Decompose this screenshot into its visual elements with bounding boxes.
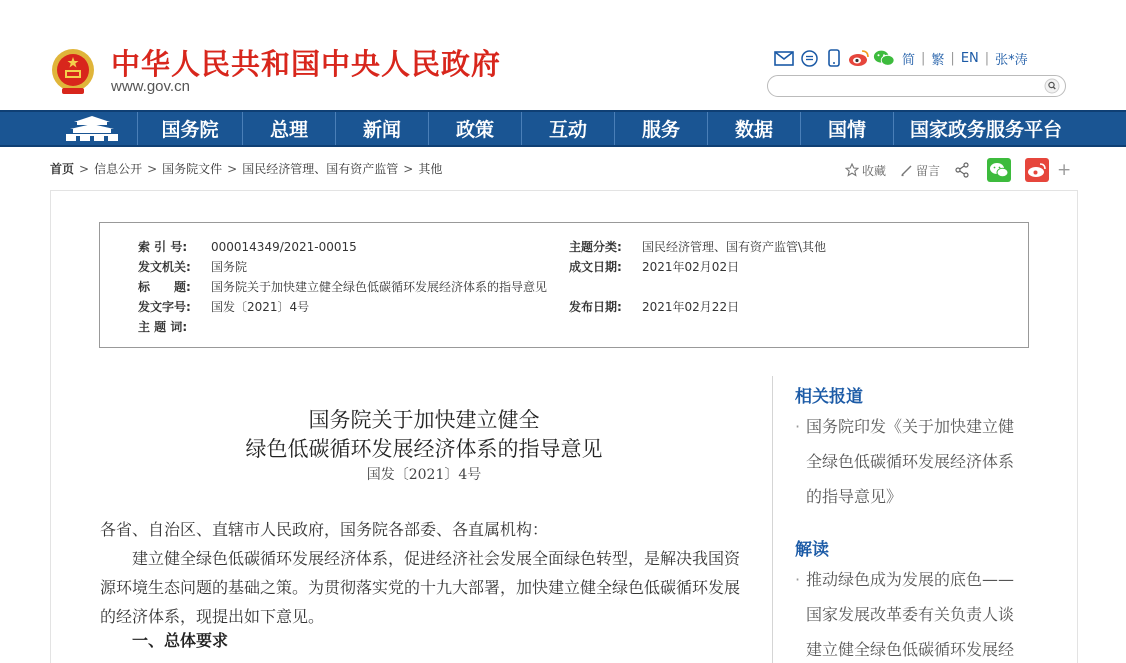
breadcrumb-info-disclosure[interactable]: 信息公开 bbox=[94, 162, 143, 176]
favorite-label: 收藏 bbox=[862, 163, 887, 178]
info-index-label: 索 引 号: bbox=[138, 240, 188, 254]
site-title[interactable]: 中华人民共和国中央人民政府 bbox=[111, 47, 502, 81]
more-share-icon[interactable]: + bbox=[1057, 160, 1072, 180]
info-published-label: 发布日期: bbox=[569, 300, 622, 314]
breadcrumb-home[interactable]: 首页 bbox=[50, 162, 75, 176]
share-weibo-button[interactable] bbox=[1025, 158, 1049, 182]
article-doc-number: 国发〔2021〕4号 bbox=[366, 467, 482, 483]
article-section-heading: 一、总体要求 bbox=[132, 631, 229, 650]
lang-elder-mode[interactable]: 张*涛 bbox=[995, 52, 1028, 68]
nav-item-premier[interactable]: 总理 bbox=[242, 112, 335, 145]
nav-item-service-platform[interactable]: 国家政务服务平台 bbox=[893, 112, 1078, 145]
related-report-text: 国务院印发《关于加快建立健全绿色低碳循环发展经济体系的指导意见》 bbox=[806, 417, 1015, 506]
nav-items bbox=[137, 112, 1078, 145]
site-url[interactable]: www.gov.cn bbox=[111, 78, 190, 95]
nav-item-state-council[interactable]: 国务院 bbox=[137, 112, 242, 145]
comment-label: 留言 bbox=[916, 163, 941, 178]
lang-simplified[interactable]: 简 bbox=[902, 52, 916, 68]
search-input[interactable] bbox=[778, 77, 1043, 97]
breadcrumb-other[interactable]: 其他 bbox=[418, 162, 443, 176]
lang-traditional[interactable]: 繁 bbox=[931, 52, 945, 68]
share-wechat-button[interactable] bbox=[987, 158, 1011, 182]
info-created-value: 2021年02月02日 bbox=[642, 260, 740, 274]
tiananmen-icon bbox=[60, 115, 124, 143]
info-docno-value: 国发〔2021〕4号 bbox=[211, 300, 310, 314]
info-category-label: 主题分类: bbox=[569, 240, 622, 254]
weibo-icon[interactable] bbox=[848, 47, 870, 69]
page-actions bbox=[845, 156, 1071, 184]
article-salutation: 各省、自治区、直辖市人民政府，国务院各部委、各直属机构： bbox=[100, 520, 549, 539]
search-icon[interactable] bbox=[1044, 78, 1060, 94]
info-index-value: 000014349/2021-00015 bbox=[211, 240, 357, 254]
info-keywords-label: 主 题 词: bbox=[138, 320, 188, 334]
nav-home-button[interactable] bbox=[48, 112, 136, 145]
comment-button[interactable] bbox=[900, 162, 940, 179]
related-report-link[interactable] bbox=[795, 409, 1025, 514]
info-index-row bbox=[138, 238, 357, 255]
star-icon bbox=[845, 163, 859, 177]
info-docno-row bbox=[138, 298, 309, 315]
interpretation-heading: 解读 bbox=[795, 540, 829, 560]
interpretation-link[interactable] bbox=[795, 562, 1025, 663]
related-reports-heading: 相关报道 bbox=[795, 387, 863, 407]
chevron-right-icon: > bbox=[147, 161, 158, 176]
article-body-paragraph: 建立健全绿色低碳循环发展经济体系，促进经济社会发展全面绿色转型，是解决我国资源环境生态问题的基础之策。为贯彻落实党的十九大部署，加快建立健全绿色低碳循环发展的经济体系，现提出如下意见。 bbox=[100, 549, 741, 626]
info-docno-label: 发文字号: bbox=[138, 300, 191, 314]
lang-separator: | bbox=[921, 50, 926, 66]
nav-item-interaction[interactable]: 互动 bbox=[521, 112, 614, 145]
wechat-icon[interactable] bbox=[873, 47, 895, 69]
wechat-icon bbox=[989, 162, 1009, 178]
mail-icon[interactable] bbox=[773, 47, 795, 69]
interpretation-text: 推动绿色成为发展的底色——国家发展改革委有关负责人谈建立健全绿色低碳循环发展经 bbox=[806, 570, 1015, 659]
site-header bbox=[0, 0, 1126, 110]
info-created-label: 成文日期: bbox=[569, 260, 622, 274]
pencil-icon bbox=[900, 164, 913, 177]
chevron-right-icon: > bbox=[403, 161, 414, 176]
lang-english[interactable]: EN bbox=[960, 50, 979, 66]
favorite-button[interactable] bbox=[845, 162, 886, 179]
info-keywords-row bbox=[138, 318, 211, 335]
sidebar-divider bbox=[772, 376, 773, 663]
info-issuer-value: 国务院 bbox=[211, 260, 248, 274]
nav-item-policy[interactable]: 政策 bbox=[428, 112, 521, 145]
info-created-row bbox=[569, 258, 739, 275]
lang-separator: | bbox=[984, 50, 990, 66]
chevron-right-icon: > bbox=[227, 161, 238, 176]
info-title-row bbox=[138, 278, 547, 295]
nav-item-service[interactable]: 服务 bbox=[614, 112, 707, 145]
share-button[interactable] bbox=[954, 162, 973, 178]
info-issuer-row bbox=[138, 258, 247, 275]
message-icon[interactable] bbox=[798, 47, 820, 69]
nav-item-data[interactable]: 数据 bbox=[707, 112, 800, 145]
info-issuer-label: 发文机关: bbox=[138, 260, 191, 274]
bullet-icon: · bbox=[795, 417, 801, 436]
article-title-line2: 绿色低碳循环发展经济体系的指导意见 bbox=[245, 437, 603, 461]
info-category-value: 国民经济管理、国有资产监管\其他 bbox=[642, 240, 827, 254]
nav-item-national-info[interactable]: 国情 bbox=[800, 112, 893, 145]
main-nav bbox=[0, 110, 1126, 147]
bullet-icon: · bbox=[795, 570, 801, 589]
breadcrumb bbox=[50, 160, 442, 177]
lang-separator: | bbox=[950, 50, 955, 66]
info-title-label: 标 题: bbox=[138, 280, 191, 294]
info-category-row bbox=[569, 238, 826, 255]
language-switch bbox=[902, 49, 1028, 68]
mobile-icon[interactable] bbox=[823, 47, 845, 69]
info-title-value: 国务院关于加快建立健全绿色低碳循环发展经济体系的指导意见 bbox=[211, 280, 548, 294]
search-box bbox=[767, 75, 1066, 97]
share-icon bbox=[954, 162, 970, 178]
chevron-right-icon: > bbox=[79, 161, 90, 176]
breadcrumb-state-council-docs[interactable]: 国务院文件 bbox=[162, 162, 223, 176]
nav-item-news[interactable]: 新闻 bbox=[335, 112, 428, 145]
article-title-line1: 国务院关于加快建立健全 bbox=[308, 408, 540, 432]
national-emblem-icon[interactable] bbox=[50, 46, 96, 96]
info-published-row bbox=[569, 298, 739, 315]
weibo-icon bbox=[1027, 162, 1047, 178]
top-tools bbox=[773, 47, 1028, 69]
info-published-value: 2021年02月22日 bbox=[642, 300, 740, 314]
breadcrumb-economy-management[interactable]: 国民经济管理、国有资产监管 bbox=[242, 162, 399, 176]
